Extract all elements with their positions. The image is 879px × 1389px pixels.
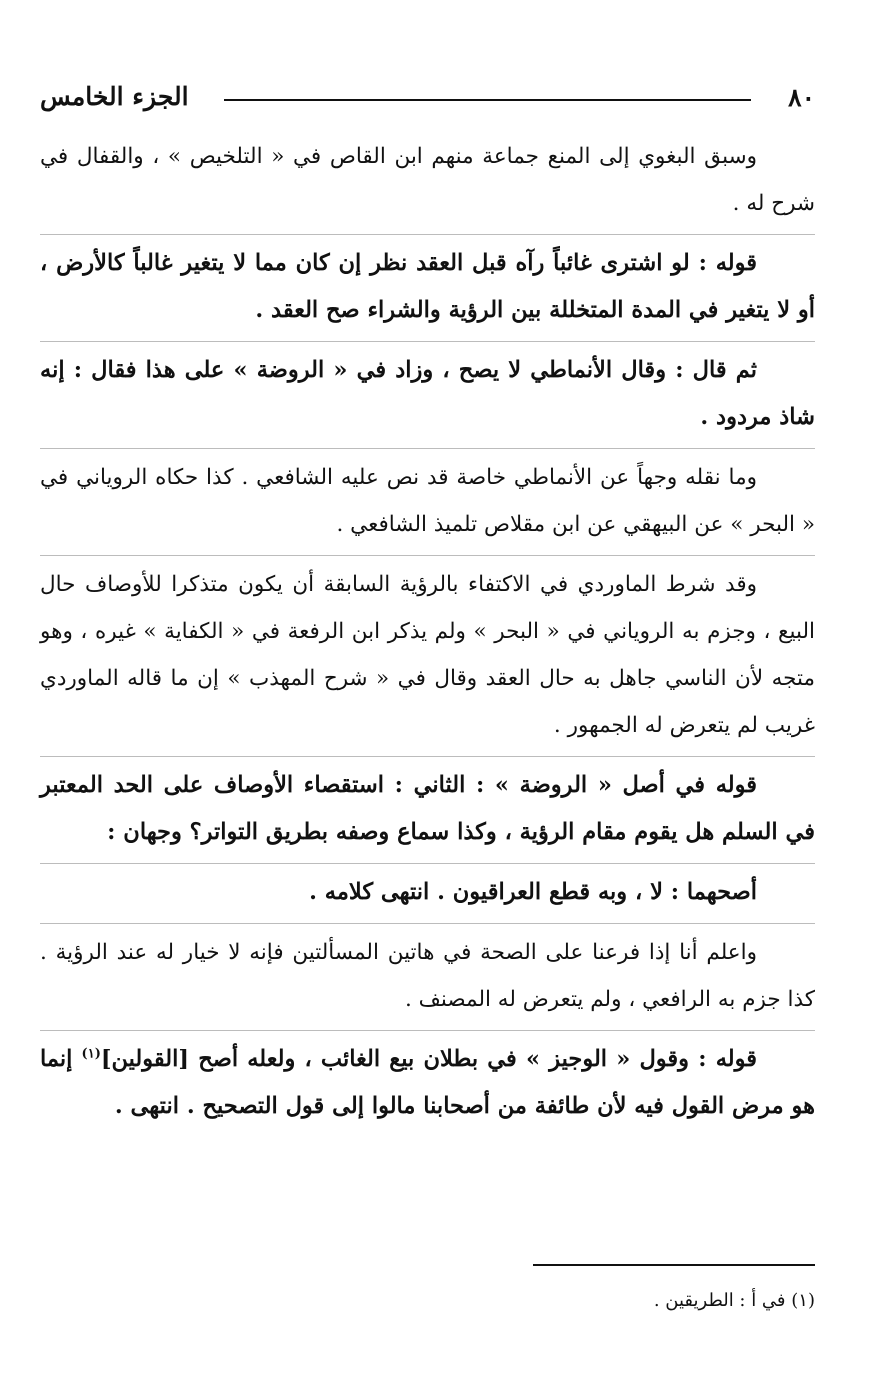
paragraph-divider [40,1030,815,1031]
paragraph-9-text-after: إنما هو مرض القول فيه لأن طائفة من أصحابنا مالوا إلى قول التصحيح . انتهى . [40,1046,815,1119]
paragraph-divider [40,234,815,235]
page-number: ٨٠ [788,83,815,112]
paragraph-3: ثم قال : وقال الأنماطي لا يصح ، وزاد في « الروضة » على هذا فقال : إنه شاذ مردود . [40,357,815,430]
footnote-marker: (١) [81,1046,101,1062]
header-rule [224,99,751,101]
paragraph-4: وما نقله وجهاً عن الأنماطي خاصة قد نص عليه الشافعي . كذا حكاه الروياني في « البحر » عن البيهقي عن ابن مقلاص تلميذ الشافعي . [40,465,815,537]
paragraph-7: أصحهما : لا ، وبه قطع العراقيون . انتهى كلامه . [309,879,757,905]
page-header [40,78,815,120]
paragraph-divider [40,341,815,342]
paragraph-divider [40,756,815,757]
footnote: (١) في أ : الطريقين . [653,1290,815,1311]
paragraph-9-text-before: قوله : وقول « الوجيز » في بطلان بيع الغائب ، ولعله أصح [القولين] [100,1046,757,1072]
paragraph-2: قوله : لو اشترى غائباً رآه قبل العقد نظر إن كان مما لا يتغير غالباً كالأرض ، أو لا يتغير في المدة المتخللة بين الرؤية والشراء صح العقد . [40,250,815,323]
paragraph-5: وقد شرط الماوردي في الاكتفاء بالرؤية السابقة أن يكون متذكرا للأوصاف حال البيع ، وجزم به الروياني في « البحر » ولم يذكر ابن الرفعة في « الكفاية » غيره ، وهو متجه لأن الناسي جاهل به حال العقد وقال في « شرح المهذب » إن ما قاله الماوردي غريب لم يتعرض له الجمهور . [40,572,815,738]
paragraph-divider [40,923,815,924]
paragraph-8: واعلم أنا إذا فرعنا على الصحة في هاتين المسألتين فإنه لا خيار له عند الرؤية . كذا جزم به الرافعي ، ولم يتعرض له المصنف . [40,940,815,1012]
paragraph-9 [40,1036,815,1130]
paragraph-divider [40,555,815,556]
paragraph-1: وسبق البغوي إلى المنع جماعة منهم ابن القاص في « التلخيص » ، والقفال في شرح له . [40,144,815,216]
paragraph-divider [40,448,815,449]
running-title: الجزء الخامس [40,82,189,111]
paragraph-6: قوله في أصل « الروضة » : الثاني : استقصاء الأوصاف على الحد المعتبر في السلم هل يقوم مقام الرؤية ، وكذا سماع وصفه بطريق التواتر؟ وجهان : [40,772,815,845]
paragraph-divider [40,863,815,864]
footnote-rule [533,1264,815,1266]
main-text [40,133,815,1130]
